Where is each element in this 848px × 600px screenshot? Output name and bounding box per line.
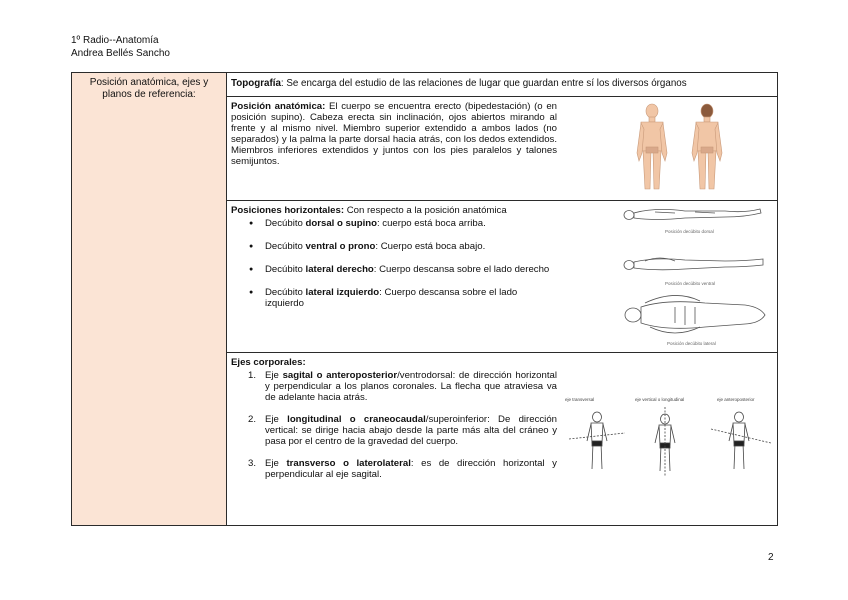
content-table <box>71 72 778 526</box>
list-item: ● Decúbito lateral izquierdo: Cuerpo descansa sobre el lado izquierdo <box>231 287 557 309</box>
figure-transversal-axis <box>569 412 625 469</box>
posiciones-horizontales-text <box>231 205 557 321</box>
anatomical-position-figures <box>627 101 737 197</box>
body-axes-list <box>231 370 557 480</box>
ejes-corporales-label: Ejes corporales: <box>231 357 306 368</box>
topografia-text: : Se encarga del estudio de las relaciones de lugar que guardan entre sí los diversos órganos <box>280 78 687 89</box>
page-number: 2 <box>768 552 774 563</box>
row-posicion-anatomica <box>227 97 777 201</box>
posiciones-horizontales-label: Posiciones horizontales: <box>231 205 345 216</box>
label-axis-anteroposterior: eje anteroposterior <box>717 397 755 402</box>
label-axis-transversal: eje transversal <box>565 397 595 402</box>
list-item: 2. Eje longitudinal o craneocaudal/superoinferior: De dirección vertical: se dirige hacia abajo desde la parte más alta del cráneo y pasa por el centro de la gravedad del cuerpo. <box>248 414 557 447</box>
posicion-anatomica-label: Posición anatómica: <box>231 101 326 112</box>
list-item: ● Decúbito ventral o prono: Cuerpo está boca abajo. <box>231 241 557 252</box>
posicion-anatomica-body: El cuerpo se encuentra erecto (bipedestación) (o en posición supino). Cabeza erecta sin inclinación, ojos abiertos mirando al frente y al mismo nivel. Miembro superior extendido a ambos lados (no separados) y la palma la parte dorsal hacia atrás, con los dedos extendidos. Miembros inferiores extendidos y juntos con los pies paralelos y talones semijuntos. <box>231 101 558 167</box>
list-item: ● Decúbito dorsal o supino: cuerpo está boca arriba. <box>231 218 557 229</box>
horizontal-positions-list <box>231 218 557 309</box>
topic-title: Posición anatómica, ejes y planos de referencia: <box>89 77 209 100</box>
front-body-figure <box>637 104 667 189</box>
label-axis-longitudinal: eje vertical o longitudinal <box>635 397 685 402</box>
topic-cell <box>72 73 227 525</box>
list-item: 3. Eje transverso o laterolateral: es de dirección horizontal y perpendicular al eje sagital. <box>248 458 557 480</box>
caption-prone: Posición decúbito ventral <box>665 281 716 286</box>
back-body-figure <box>692 104 722 189</box>
posicion-anatomica-text <box>231 101 557 167</box>
caption-lateral: Posición decúbito lateral <box>667 341 716 346</box>
figure-anteroposterior-axis <box>711 412 771 469</box>
prone-figure <box>624 258 763 270</box>
list-item: 1. Eje sagital o anteroposterior/ventrodorsal: de dirección horizontal y perpendicular a los planos coronales. La flecha que atraviesa va de adelante hacia atrás. <box>248 370 557 403</box>
lateral-figure <box>625 295 765 333</box>
document-header <box>71 34 170 60</box>
supine-figure <box>624 209 761 220</box>
list-item: ● Decúbito lateral derecho: Cuerpo descansa sobre el lado derecho <box>231 264 557 275</box>
topografia-label: Topografía <box>231 78 281 89</box>
row-topografia <box>227 73 777 97</box>
header-course: 1º Radio--Anatomía <box>71 35 159 46</box>
header-author: Andrea Bellés Sancho <box>71 48 170 59</box>
row-ejes-corporales <box>227 353 777 525</box>
row-posiciones-horizontales <box>227 201 777 353</box>
caption-supine: Posición decúbito dorsal <box>665 229 714 234</box>
posiciones-horizontales-intro: Con respecto a la posición anatómica <box>344 205 507 216</box>
content-column <box>227 73 777 525</box>
horizontal-positions-figures <box>615 203 773 351</box>
figure-longitudinal-axis <box>655 407 675 477</box>
ejes-corporales-text <box>231 357 557 491</box>
body-axes-figures <box>565 395 775 479</box>
